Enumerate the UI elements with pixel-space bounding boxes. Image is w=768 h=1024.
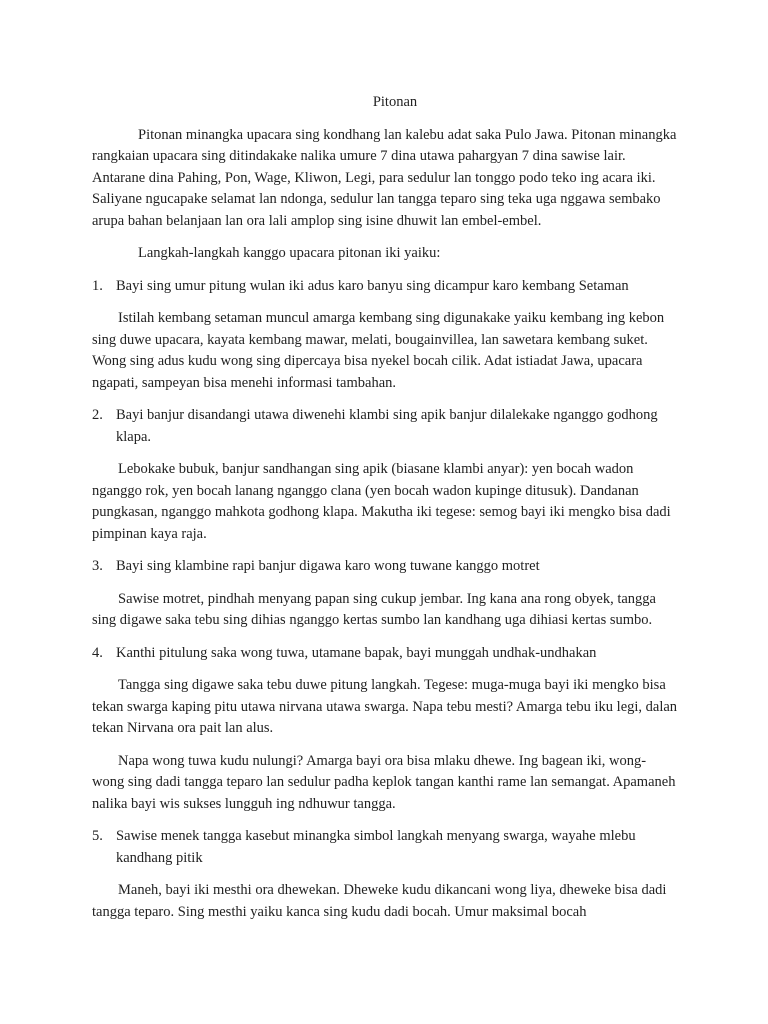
- document-title: Pitonan: [372, 94, 418, 110]
- step-number: 3.: [92, 558, 103, 574]
- step-number: 1.: [92, 277, 103, 294]
- step-heading: Kanthi pitulung saka wong tuwa, utamane bapak, bayi munggah undhak-undhakan: [116, 644, 597, 661]
- steps-intro: Langkah-langkah kanggo upacara pitonan iki yaiku:: [138, 245, 441, 261]
- step-heading: Bayi sing klambine rapi banjur digawa karo wong tuwane kanggo motret: [116, 558, 540, 574]
- opening-paragraph: Pitonan minangka upacara sing kondhang lan kalebu adat saka Pulo Jawa. Pitonan minangka rangkaian upacara sing ditindakake nalika umure 7 dina utawa pahargyan 7 dina sawise lair. Antarane dina Pahing, Pon, Wage, Kliwon, Legi, para sedulur lan tonggo podo teko ing acara iki. Saliyane ngucapake selamat lan ndonga, sedulur lan tangga teparo sing teka uga nggawa sembako arupa bahan belanjaan lan ora lali amplop sing isine dhuwit lan embel-embel.: [92, 126, 677, 229]
- step-item: [92, 276, 678, 298]
- step-paragraph: Istilah kembang setaman muncul amarga kembang sing digunakake yaiku kembang ing kebon sing duwe upacara, kayata kembang mawar, melati, bougainvillea, lan sawetara kembang suket. Wong sing adus kudu wong sing dipercaya bisa nyekel bocah cilik. Adat istiadat Jawa, upacara ngapati, sampeyan bisa menehi informasi tambahan.: [92, 310, 665, 391]
- step-paragraph: Tangga sing digawe saka tebu duwe pitung langkah. Tegese: muga-muga bayi iki mengko bisa tekan swarga kaping pitu utawa nirvana utawa swarga. Napa tebu mesti? Amarga tebu iku legi, dalan tekan Nirvana ora pait lan alus.: [92, 677, 678, 736]
- step-paragraph: Napa wong tuwa kudu nulungi? Amarga bayi ora bisa mlaku dhewe. Ing bagean iki, wong-wong sing dadi tangga teparo lan sedulur padha keplok tangan kanthi rame lan semangat. Apamaneh nalika bayi wis sukses lungguh ing ndhuwur tangga.: [92, 752, 676, 812]
- step-number: 4.: [92, 644, 103, 661]
- step-heading: Bayi sing umur pitung wulan iki adus karo banyu sing dicampur karo kembang Setaman: [116, 277, 629, 294]
- step-paragraph: Sawise motret, pindhah menyang papan sing cukup jembar. Ing kana ana rong obyek, tangga sing digawe saka tebu sing dihias nganggo kertas sumbo lan kandhang uga dihiasi kertas sumbo.: [92, 590, 656, 628]
- step-heading: Bayi banjur disandangi utawa diwenehi klambi sing apik banjur dilalekake nganggo godhong klapa.: [116, 407, 658, 445]
- step-paragraph: Lebokake bubuk, banjur sandhangan sing apik (biasane klambi anyar): yen bocah wadon nganggo rok, yen bocah lanang nganggo clana (yen bocah wadon kupinge ditusuk). Dandanan pungkasan, nganggo mahkota godhong klapa. Makutha iki tegese: semog bayi iki mengko bisa dadi pimpinan kaya raja.: [92, 461, 671, 542]
- step-item: [92, 556, 678, 578]
- step-item: [92, 643, 678, 665]
- step-number: 2.: [92, 407, 103, 423]
- document-page: [92, 92, 678, 934]
- step-item: [92, 826, 678, 869]
- step-paragraph: Maneh, bayi iki mesthi ora dhewekan. Dheweke kudu dikancani wong liya, dheweke bisa dadi tangga teparo. Sing mesthi yaiku kanca sing kudu dadi bocah. Umur maksimal bocah: [92, 882, 667, 920]
- step-heading: Sawise menek tangga kasebut minangka simbol langkah menyang swarga, wayahe mlebu kandhang pitik: [116, 828, 636, 866]
- step-item: [92, 405, 678, 448]
- step-number: 5.: [92, 828, 103, 844]
